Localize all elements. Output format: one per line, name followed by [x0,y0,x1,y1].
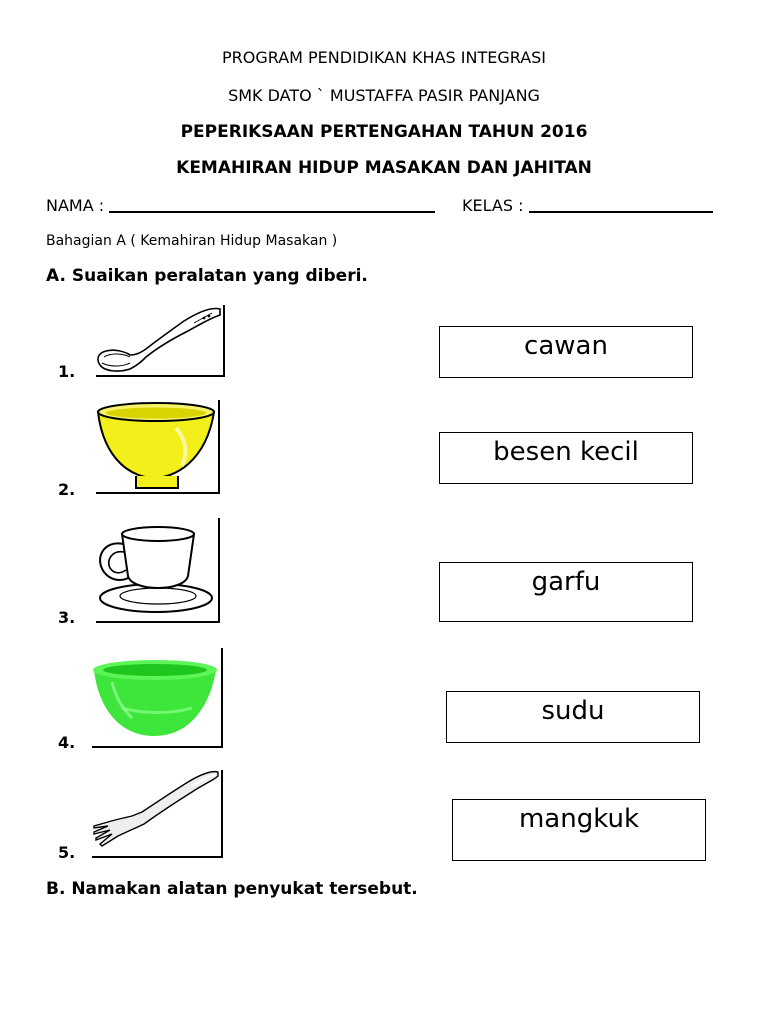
spoon-icon [96,305,223,375]
item-picture-5 [92,770,223,858]
class-field[interactable] [462,196,713,215]
name-field[interactable] [46,196,435,215]
class-label: KELAS : [462,196,524,215]
word-box-3[interactable]: garfu [439,562,693,622]
name-blank[interactable] [109,197,435,213]
exam-title: PEPERIKSAAN PERTENGAHAN TAHUN 2016 [180,122,588,142]
word-box-5[interactable]: mangkuk [452,799,706,861]
school-name: SMK DATO ` MUSTAFFA PASIR PANJANG [228,86,540,105]
yellow-bowl-icon [96,400,218,492]
green-basin-icon [92,648,221,746]
word-box-2[interactable]: besen kecil [439,432,693,484]
class-blank[interactable] [529,197,713,213]
item-picture-2 [96,400,220,494]
item-picture-1 [96,305,225,377]
name-label: NAMA : [46,196,105,215]
program-title: PROGRAM PENDIDIKAN KHAS INTEGRASI [221,48,547,67]
fork-icon [92,770,221,856]
section-a-instruction: A. Suaikan peralatan yang diberi. [46,266,368,286]
item-picture-3 [96,518,220,623]
subject-title: KEMAHIRAN HIDUP MASAKAN DAN JAHITAN [176,158,592,178]
item-number-4: 4. [58,733,76,752]
word-box-1[interactable]: cawan [439,326,693,378]
item-number-1: 1. [58,362,76,381]
part-label: Bahagian A ( Kemahiran Hidup Masakan ) [46,233,338,249]
item-number-2: 2. [58,480,76,499]
word-box-4[interactable]: sudu [446,691,700,743]
item-picture-4 [92,648,223,748]
cup-and-saucer-icon [96,518,218,621]
section-b-instruction: B. Namakan alatan penyukat tersebut. [46,879,418,899]
item-number-3: 3. [58,608,76,627]
item-number-5: 5. [58,843,76,862]
